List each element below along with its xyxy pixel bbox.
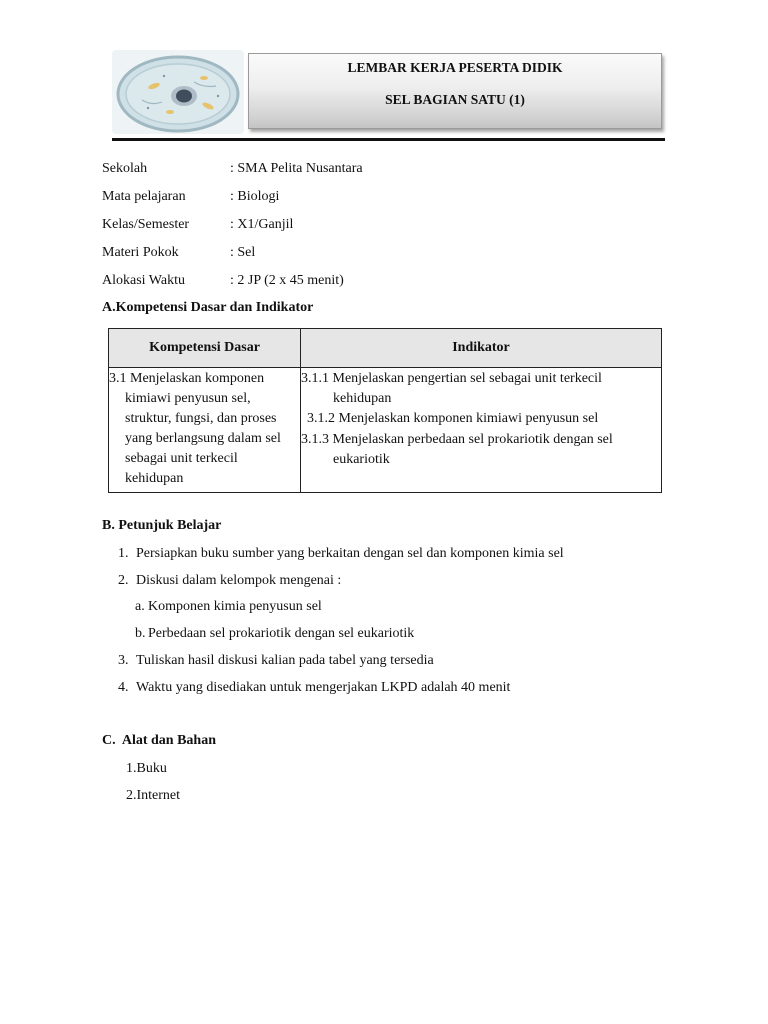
identity-label: Alokasi Waktu: [102, 273, 185, 288]
identity-label: Mata pelajaran: [102, 189, 186, 204]
section-a-title: A.Kompetensi Dasar dan Indikator: [102, 300, 314, 315]
list-item: 1.Buku: [126, 761, 167, 776]
list-letter: a.: [135, 599, 145, 614]
competency-table: [108, 328, 662, 493]
identity-value: : 2 JP (2 x 45 menit): [230, 273, 344, 288]
list-number: 3.: [118, 653, 129, 668]
table-header-row: [109, 329, 662, 368]
indicator-item: 3.1.2 Menjelaskan komponen kimiawi penyusun sel: [307, 411, 599, 426]
list-item: [118, 572, 341, 590]
cell-logo: [112, 50, 244, 134]
table-header-indicator: Indikator: [301, 329, 662, 368]
list-text: Diskusi dalam kelompok mengenai :: [136, 573, 342, 588]
header-divider: [112, 138, 665, 141]
identity-value: : Sel: [230, 245, 256, 260]
identity-label: Kelas/Semester: [102, 217, 190, 232]
list-text: Waktu yang disediakan untuk mengerjakan LKPD adalah 40 menit: [136, 680, 511, 695]
list-number: 4.: [118, 680, 129, 695]
identity-value: : SMA Pelita Nusantara: [230, 161, 363, 176]
indicator-item: 3.1.3 Menjelaskan perbedaan sel prokariotik dengan sel eukariotik: [301, 432, 613, 467]
table-header-kd: Kompetensi Dasar: [109, 329, 301, 368]
section-c-title: C. Alat dan Bahan: [102, 733, 216, 748]
kd-cell: [109, 368, 301, 493]
list-number: 2.: [118, 573, 129, 588]
list-text: Persiapkan buku sumber yang berkaitan dengan sel dan komponen kimia sel: [136, 546, 564, 561]
identity-label: Sekolah: [102, 161, 148, 176]
worksheet-subtitle: SEL BAGIAN SATU (1): [385, 92, 525, 107]
sub-list-item: [135, 625, 414, 643]
title-box: [248, 53, 662, 129]
worksheet-title: LEMBAR KERJA PESERTA DIDIK: [347, 60, 563, 75]
list-item: [118, 652, 434, 670]
sub-list-item: [135, 598, 322, 616]
list-text: Komponen kimia penyusun sel: [148, 599, 322, 614]
list-text: Tuliskan hasil diskusi kalian pada tabel yang tersedia: [136, 653, 434, 668]
indicator-item: 3.1.1 Menjelaskan pengertian sel sebagai unit terkecil kehidupan: [301, 371, 602, 406]
indicator-cell: [301, 368, 662, 493]
cell-illustration-icon: [112, 50, 244, 134]
list-item: [118, 545, 564, 563]
identity-label: Materi Pokok: [102, 245, 179, 260]
list-text: Perbedaan sel prokariotik dengan sel eukariotik: [148, 626, 415, 641]
identity-value: : Biologi: [230, 189, 280, 204]
section-b-title: B. Petunjuk Belajar: [102, 518, 222, 533]
list-item: [118, 679, 510, 697]
table-row: [109, 368, 662, 493]
identity-value: : X1/Ganjil: [230, 217, 294, 232]
kd-text: 3.1 Menjelaskan komponen kimiawi penyusun sel, struktur, fungsi, dan proses yang berlangsung dalam sel sebagai unit terkecil kehidupan: [109, 371, 281, 486]
list-letter: b.: [135, 626, 146, 641]
list-number: 1.: [118, 546, 129, 561]
list-item: 2.Internet: [126, 788, 181, 803]
